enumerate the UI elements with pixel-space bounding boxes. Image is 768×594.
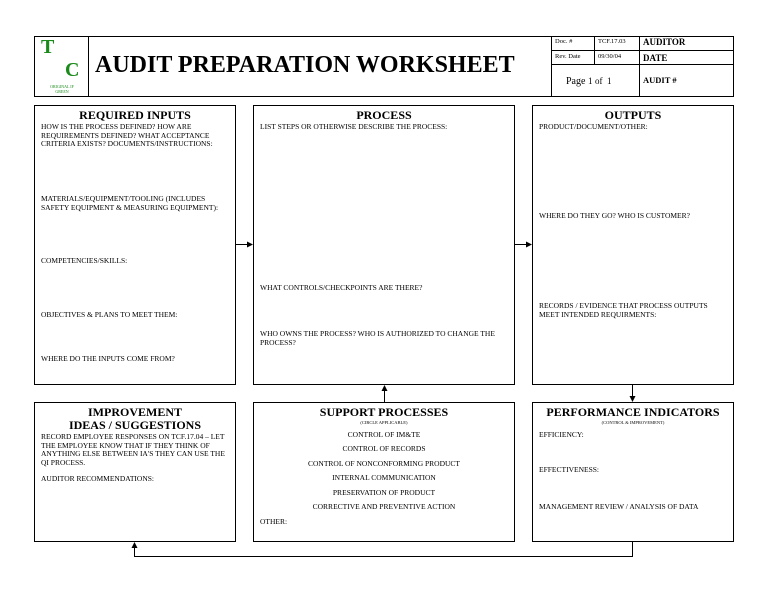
process-box: [253, 105, 515, 385]
improvement-q2[interactable]: AUDITOR RECOMMENDATIONS:: [41, 474, 154, 483]
performance-indicators-box: [532, 402, 734, 542]
logo-letter-t: T: [41, 36, 55, 58]
outputs-q1[interactable]: PRODUCT/DOCUMENT/OTHER:: [539, 122, 648, 131]
process-q3[interactable]: WHO OWNS THE PROCESS? WHO IS AUTHORIZED TO CHANGE THE PROCESS?: [260, 329, 495, 347]
support-other[interactable]: OTHER:: [260, 517, 288, 526]
required-inputs-title: REQUIRED INPUTS: [79, 108, 191, 122]
improvement-box: [34, 402, 236, 542]
support-item[interactable]: INTERNAL COMMUNICATION: [332, 473, 436, 482]
page-number: 1: [587, 76, 593, 86]
outputs-q3[interactable]: RECORDS / EVIDENCE THAT PROCESS OUTPUTS MEET INTENDED REQUIRMENTS:: [539, 301, 708, 319]
audit-number-field[interactable]: AUDIT #: [639, 64, 734, 97]
outputs-title: OUTPUTS: [604, 108, 662, 122]
performance-subtitle: (CONTROL & IMPROVEMENT): [601, 420, 665, 425]
process-q1[interactable]: LIST STEPS OR OTHERWISE DESCRIBE THE PROCESS:: [260, 122, 448, 131]
outputs-q2[interactable]: WHERE DO THEY GO? WHO IS CUSTOMER?: [539, 211, 690, 220]
performance-q1[interactable]: EFFICIENCY:: [539, 430, 584, 439]
process-q2[interactable]: WHAT CONTROLS/CHECKPOINTS ARE THERE?: [260, 283, 423, 292]
arrowhead-icon: [382, 385, 388, 391]
logo-letter-c: C: [65, 59, 80, 81]
improvement-title-line2: IDEAS / SUGGESTIONS: [68, 418, 202, 432]
performance-q3[interactable]: MANAGEMENT REVIEW / ANALYSIS OF DATA: [539, 502, 699, 511]
header-info-table: [551, 36, 734, 97]
support-processes-box: [253, 402, 515, 542]
support-item[interactable]: PRESERVATION OF PRODUCT: [332, 488, 436, 497]
arrowhead-icon: [132, 542, 138, 548]
logo-tagline: ORIGINAL IF GREEN: [50, 84, 74, 94]
support-title: SUPPORT PROCESSES: [319, 405, 449, 419]
support-item[interactable]: CONTROL OF RECORDS: [342, 444, 426, 453]
performance-q2[interactable]: EFFECTIVENESS:: [539, 465, 600, 474]
rev-label: Rev. Date: [551, 50, 594, 64]
rev-value: 09/30/04: [594, 50, 639, 64]
doc-label: Doc. #: [551, 36, 594, 50]
auditor-field[interactable]: AUDITOR: [639, 36, 734, 50]
required-inputs-q4[interactable]: OBJECTIVES & PLANS TO MEET THEM:: [41, 310, 178, 319]
logo: [35, 37, 89, 96]
support-subtitle: (CIRCLE APPLICABLE): [360, 420, 408, 425]
doc-value: TCF.17.03: [594, 36, 639, 50]
required-inputs-q1[interactable]: HOW IS THE PROCESS DEFINED? HOW ARE REQUIREMENTS DEFINED? WHAT ACCEPTANCE CRITERIA EXISTS? DOCUMENTS/INSTRUCTIONS:: [41, 122, 213, 148]
required-inputs-q5[interactable]: WHERE DO THE INPUTS COME FROM?: [41, 354, 175, 363]
page-total: 1: [606, 76, 612, 86]
required-inputs-q2[interactable]: MATERIALS/EQUIPMENT/TOOLING (INCLUDES SAFETY EQUIPMENT & MEASURING EQUIPMENT):: [41, 194, 219, 212]
required-inputs-q3[interactable]: COMPETENCIES/SKILLS:: [41, 256, 128, 265]
support-item[interactable]: CONTROL OF IM&TE: [347, 430, 421, 439]
outputs-box: [532, 105, 734, 385]
required-inputs-box: [34, 105, 236, 385]
improvement-title-line1: IMPROVEMENT: [88, 405, 182, 419]
process-title: PROCESS: [356, 108, 412, 122]
improvement-q1[interactable]: RECORD EMPLOYEE RESPONSES ON TCF.17.04 – LET THE EMPLOYEE KNOW THAT IF THEY THINK OF ANYTHING ELSE BETWEEN IA'S THEY CAN USE THE QI PROCESS.: [41, 432, 225, 467]
support-item[interactable]: CORRECTIVE AND PREVENTIVE ACTION: [312, 502, 456, 511]
page-of: of: [594, 76, 603, 86]
support-item[interactable]: CONTROL OF NONCONFORMING PRODUCT: [307, 459, 461, 468]
page-word: Page: [566, 76, 586, 87]
page-title: AUDIT PREPARATION WORKSHEET: [95, 52, 515, 78]
performance-to-improvement-line: [135, 542, 633, 557]
page-indicator: [551, 64, 639, 97]
date-field[interactable]: DATE: [639, 50, 734, 64]
performance-title: PERFORMANCE INDICATORS: [546, 405, 720, 419]
